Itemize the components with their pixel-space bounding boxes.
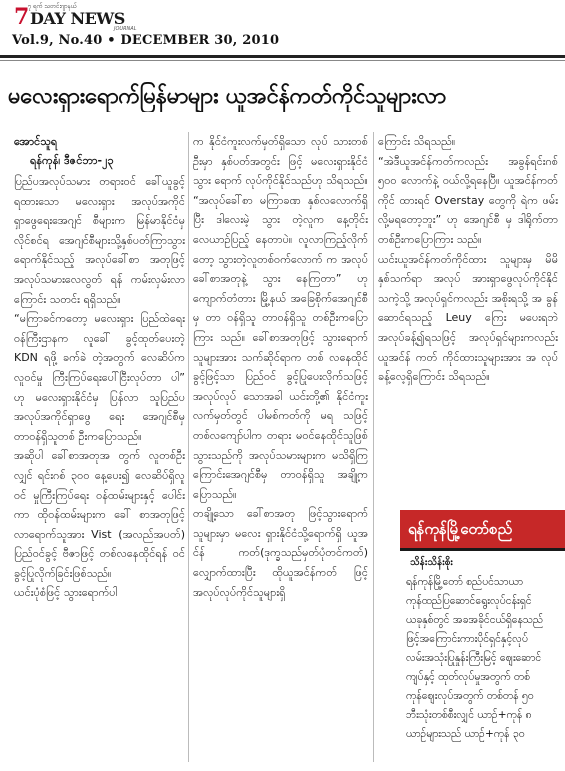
paragraph: တချို့သော ခေါ်စာအတု ဖြင့်သွားရောက်သူများမှာ မလေး ရှားနိုင်ငံသို့ရောက်ရှိ ယူအင်န် ကတ်(ဒုက္ခသည်မှတ်ပုံတင်ကတ်) လျှောက်ထားပြီး ထိုယူအင်န်ကတ် ဖြင့် အလုပ်လုပ်ကိုင်သူများရှိ [193,507,368,599]
teaser-line: ကုန်ထည်ပြဆောင်ရွေးလုပ်ငန်းရှင် [406,595,532,607]
column-divider [188,132,189,762]
paragraph: ကြောင်း သိရသည်။ [378,135,456,148]
column-divider [373,132,374,762]
paragraph: ပြည်ပအလုပ်သမား တရားဝင် ခေါ်ယူခွင့်ရထားသော မလေးရှား အလုပ်အကိုင် ရှာဖွေရေးအေဂျင် စီများက မြန်မာနိုင်ငံမှ လိုင်စင်ရ အေဂျင်စီများသို့နှစ်ပတ်ကြာသွား ရောက်နိုင်သည့် အလုပ်ခေါ်စာ အတုဖြင့် အလုပ်သမားလေလွတ် ရန် ကမ်းလှမ်းလာကြောင်း သတင်း ရရှိသည်။ [14,175,185,306]
article-column-1 [14,132,185,603]
logo-subtext: JOURNAL [114,26,137,32]
teaser-byline: သိန်းသိန်းစိုး [410,557,453,568]
article-headline: မလေးရှားရောက်မြန်မာများ ယူအင်န်ကတ်ကိုင်သူများလာ [8,84,446,109]
paragraph: “မကြာခင်ကတော့ မလေးရှား ပြည်ထဲရေးဝန်ကြီးဌာနက လူခေါ် ခွင့်ထုတ်ပေးတဲ့ KDN ရဖို့ ခက်ခဲ တဲ့အတွက် လေဆိပ်က လူဝင်မှု ကြီးကြပ်ရေးပေါ်ငြီးလုပ်တာ ပါ” ဟု မလေးရှားနိုင်ငံမှ ပြန်လာ သူပြည်ပ အလုပ်အကိုင်ရှာဖွေ ရေး အေဂျင်စီမှ တာဝန်ရှိသူတစ် ဦးကပြောသည်။ [14,312,185,443]
teaser-line: ယခုနှစ်တွင် အခအခိုင်ငယ်ရှိနေသည် [406,614,544,626]
masthead-logo [8,2,148,30]
next-article-teaser [400,510,565,771]
teaser-line: လမ်းအသုံးပြုနှုန်းကြီးမြင့် ဈေးဆောင် [406,652,542,664]
paragraph: ယင်းယူအင်န်ကတ်ကိုင်ထား သူများမှ မိမိနှစ်သက်ရာ အလုပ် အားရှာဖွေလုပ်ကိုင်နိုင်သကဲ့သို့ အလုပ်ရှင်ကလည်း အစိုးရသို့ အ ခွန်ဆောင်ရသည့် Leuy ကြေး မပေးရဘဲ အလုပ်ခန့်၍ရသဖြင့် အလုပ်ရှင်များကလည်း ယူအင်န် ကတ် ကိုင်ထားသူများအား အ လုပ်ခန့်လေ့ရှိကြောင်း သိရသည်။ [378,252,558,384]
article-column-3 [378,132,558,387]
logo-tagline: ၇ ရက် သတင်းဂျာနယ် [28,3,77,10]
teaser-line: ကုန်ဈေးလုပ်အတွက် တစ်တန် ၅၀ [406,690,534,702]
paragraph: “အဲဒီယူအင်န်ကတ်ကလည်း အခွန်ရင်းဂစ် ၅၀၀ လောက်နဲ့ ဝယ်လို့ရနေပြီ။ ယူအင်န်ကတ်ကိုင် ထားရင် Overstay တွေကို ရဲက ဖမ်းလို့မရတော့ဘူး” ဟု အေဂျင်စီ မှ ဒါရိုက်တာတစ်ဦးကပြောကြား သည်။ [378,154,558,246]
paragraph: အဆိုပါ ခေါ်စာအတုအ တွက် လူတစ်ဦးလျှင် ရင်းဂစ် ၃၀၀ နေ့ပေး၍ လေဆိပ်ရှိလူဝင် မှုကြီးကြပ်ရေး ဝန်ထမ်းများနှင့် ပေါင်းကာ ထိုဝန်ထမ်းများက ခေါ် စာအတုဖြင့် လာရောက်သူအား Vist (အလည်အပတ်) ပြည်ဝင်ခွင့် ဗီဇာဖြင့် တစ်လနေထိုင်ရန် ဝင် ခွင့်ပြုလိုက်ခြင်းဖြစ်သည်။ [14,449,185,580]
teaser-line: ရန်ကုန်မြို့တော် စည်ပင်သာယာ [406,576,523,588]
teaser-line: ကျပ်နှင့် ထုတ်လုပ်မှုအတွက် တစ် [406,671,530,683]
paragraph: ယင်းပုံစံဖြင့် သွားရောက်ပါ [14,586,118,600]
article-column-2 [193,132,368,602]
masthead-rule-thin [0,60,565,61]
paragraph: က နိုင်ငံကူးလက်မှတ်ရှိသော လုပ် သားတစ်ဦးမှာ နှစ်ပတ်အတွင်း ဖြင့် မလေးရှားနိုင်ငံသွား ရောက် လုပ်ကိုင်နိုင်သည်ဟု သိရသည်။ [193,135,368,188]
logo-number: 7 [14,4,30,30]
masthead-rule [0,55,565,58]
teaser-line: ဖြင့်အကြောင်းကားပိုင်ရှင်နှင့်လုပ် [406,633,528,645]
teaser-headline: ရန်ကုန်မြို့တော်စည် [400,510,565,551]
issue-line: Vol.9, No.40 • DECEMBER 30, 2010 [12,33,280,48]
teaser-line: ဘီးသုံးတစ်စီးလျှင် ယာဉ်+ကုန် ၈ [406,709,532,721]
byline-place: ရန်ကုန်၊ ဒီဇင်ဘာ-၂၃ [30,154,114,167]
teaser-body [400,573,565,744]
logo-text: DAY NEWS [30,9,125,28]
byline-name: အောင်သူရ [14,135,58,148]
paragraph: “အလုပ်ခေါ်စာ မကြာခဏ နှစ်လလောက်ရှိပြီး ဒါလေးမဲ့ သွား တဲ့လူက နေ့တိုင်းလေယာဉ်ပြည့် နေတာပဲ။ လူလာကြည့်လိုက် တော့ သွားတဲ့လူတစ်ဝက်လောက် က အလုပ်ခေါ်စာအတုနဲ့ သွား နေကြတာ” ဟု ကျောက်တံတား မြို့နယ် အခြေစိုက်အေဂျင်စီမှ တာ ဝန်ရှိသူ တာဝန်ရှိသူ တစ်ဦးကပြောကြား သည်။ ခေါ်စာအတုဖြင့် သွားရောက် သူများအား သက်ဆိုင်ရာက တစ် လနေထိုင်ခွင့်ဖြင့်သာ ပြည်ဝင် ခွင့်ပြုပေးလိုက်သဖြင့် အလုပ်လုပ် သောအခါ ယင်းတို့၏ နိုင်ငံကူး လက်မှတ်တွင် ပါမစ်ကတ်ကို မရ သဖြင့် တစ်လကျော်ပါက တရား မဝင်နေထိုင်သူဖြစ်သွားသည်ကို အလုပ်သမားများက မသိရှိကြ ကြောင်းအေဂျင်စီမှ တာဝန်ရှိသူ အချို့က ပြောသည်။ [193,193,368,501]
teaser-line: ယာဉ်များသည် ယာဉ်+ကုန် ၃၀ [406,728,525,740]
